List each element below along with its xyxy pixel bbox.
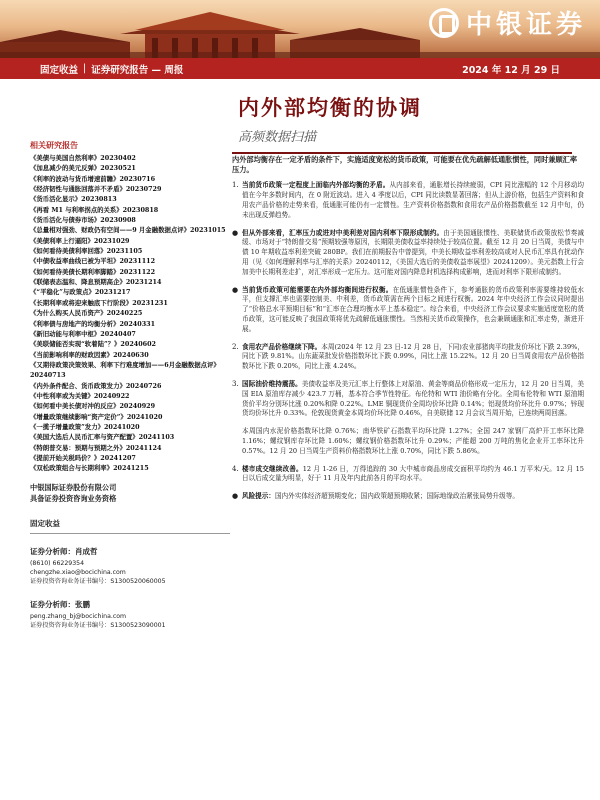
analyst-email[interactable]: peng.zhang_bj@bocichina.com [30, 612, 127, 620]
report-meta-bar [0, 58, 600, 79]
point-text: 12 月 1-26 日，万得追踪的 30 大中城市商品房成交面积平均约为 46.1 万平米/天。12 月 15 日以后成交量为明显，好于 11 月及年内此前各月的平均水平。 [242, 464, 585, 483]
related-report-item[interactable]: 《中性利率或为关键》20240922 [30, 391, 130, 400]
point-text: 美债收益率及美元汇率上行整体上对原油、黄金等商品价格形成一定压力，12 月 20 日当周，美国 EIA 原油库存减少 423.7 万桶，基本符合季节性特征。布伦特和 WTI 油价略有分化。全周布伦特和 WTI 原油期货价平均分别环比涨 0.20%和降 0.22%。LME 铜现货价全周均价环比降 0.14%；铝现货均价环比升 0.97%；锌现货均价环比升 0.33%。伦敦现货黄金本周均价环比降 0.46%，自美联储 12 月会议当周开始，已连续两周回落。 [242, 379, 584, 418]
related-report-item[interactable]: 《当前影响利率的财政因素》20240630 [30, 350, 149, 359]
title-divider [232, 152, 572, 154]
point-heading: 当前货币政策可能需要在内外部均衡间进行权衡。 [242, 285, 393, 294]
bullet-marker: 3. [232, 379, 239, 388]
report-type: 固定收益 [40, 64, 79, 76]
related-report-item[interactable]: 《新旧动能与利率中枢》20240407 [30, 329, 136, 338]
commodity-paragraph: 本周国内水泥价格指数环比降 0.76%；南华铁矿石指数平均环比降 1.27%；全国 247 家钢厂高炉开工率环比降 1.16%；螺纹钢库存环比降 1.60%；螺纹钢价格指数环比升 0.29%；产能超 200 万吨的焦化企业开工率环比升 0.57%。12 月 20 日当周生产资料价格指数环比上涨 0.70%，同比下跌 5.86%。 [242, 427, 584, 455]
bullet-marker: 1. [232, 181, 239, 190]
point-text: 从内部来看，通胀增长持续疲弱，CPI 同比涨幅的 12 个月移动均值在今年多数时间内，在 0 附近波动。进入 4 季度以后，CPI 同比读数显著回落；但从上游价格，包括生产资料和食用农产品价格的走势来看，低通胀可能仍有一定惯性。生产资料价格指数和食用农产品价格指数截至 12 月中旬，仍未出现反弹趋势。 [242, 181, 585, 219]
brand-logo [429, 4, 586, 41]
related-report-item[interactable]: 《一揽子增量政策”发力》20241020 [30, 422, 140, 431]
point-heading: 当前货币政策一定程度上面临内外部均衡的矛盾。 [242, 181, 390, 190]
related-report-item[interactable]: 《双松政策组合与长期利率》20241215 [30, 464, 149, 473]
related-report-item[interactable]: 《经济韧性与通胀回落并不矛盾》20230729 [30, 185, 162, 194]
point-heading: 食用农产品价格继续下降。 [242, 342, 322, 351]
point-text: 本周(2024 年 12 月 23 日-12 月 28 日，下同)农业部猪肉平均批发价环比下跌 2.39%，同比下跌 9.81%。山东蔬菜批发价格指数环比下跌 0.99%，同比上涨 15.22%。12 月 20 日当周食用农产品价格指数环比下跌 0.20%，同比上涨 4.24%。 [242, 342, 585, 371]
bullet-marker: ● [232, 228, 239, 237]
main-content [232, 155, 584, 510]
summary-point [232, 343, 584, 372]
point-heading: 风险提示： [242, 492, 275, 501]
related-report-item[interactable]: 《为什么购买人民币资产》20240225 [30, 309, 143, 318]
related-report-item[interactable]: 《美联储能否实现“软着陆”？》20240602 [30, 340, 157, 349]
related-report-item[interactable]: 《联储表态温和、降息预期高企》20231214 [30, 278, 162, 287]
analyst-name: 证券分析师：肖成哲 [30, 546, 98, 556]
analyst-phone: (8610) 66229354 [30, 559, 85, 567]
risk-warning [232, 492, 584, 502]
report-date: 2024 年 12 月 29 日 [462, 64, 560, 76]
header-banner [0, 0, 600, 58]
related-report-item[interactable]: 《美债利率上行逼阳》20231029 [30, 236, 130, 245]
related-report-item[interactable]: 《特朗普交易：预期与预期之外》20241124 [30, 443, 162, 452]
report-series: 证券研究报告 — 周报 [91, 64, 184, 76]
summary-point [232, 181, 584, 220]
related-report-item[interactable]: 《货币活化显示》20230813 [30, 195, 117, 204]
point-text: 由于美国通胀惯性、美联储货币政策放松节奏减缓、市场对于“特朗普交易”预期较强等原因，长期限美债收益率持续处于较高位置。截至 12 月 20 日当周，美债与中债 10 年期收益率利差突破 280BP。我们在前期报告中曾提到，中美长期收益率利差较高或对人民币汇率具有扰动作用（见《如何理解利率与汇率的关系》20240112，《美国大选后的美债收益率展望》20241209）。美元指数上行会加美中长期利差走扩，对汇率形成一定压力。这可能对国内降息时机选择构成影响，进而对利率下限形成制约。 [242, 228, 585, 276]
related-report-item[interactable]: 《内外条件配合、货币政策发力》20240726 [30, 381, 162, 390]
brand-name: 中银证券 [465, 10, 586, 40]
org-name: 中银国际证券股份有限公司 [30, 482, 117, 492]
related-report-item[interactable]: 《如何看中美长债对冲的反应》20240929 [30, 402, 156, 411]
point-heading: 国际油价维持震荡。 [242, 379, 302, 388]
report-subtitle: 高频数据扫描 [238, 130, 317, 145]
section-divider [30, 533, 230, 534]
analyst-license: 证券投资咨询业务证书编号：S1300520060005 [30, 578, 166, 586]
related-report-item[interactable]: 《加息减少的美元反弹》20230521 [30, 164, 136, 173]
bullet-marker: ● [232, 285, 239, 294]
related-report-item[interactable]: 《如何看待美债长期利率脚踏》20231122 [30, 267, 156, 276]
related-report-item[interactable]: 《中债收益率曲线已被为平坦》20231112 [30, 257, 156, 266]
related-report-item[interactable]: 《增量政策继续影响“资产定价”》20241020 [30, 412, 163, 421]
related-report-item[interactable]: 《利率债与房地产的均衡分析》20240331 [30, 319, 156, 328]
bullet-marker: ● [232, 492, 239, 501]
bullet-marker: 4. [232, 464, 239, 473]
related-report-item[interactable]: 《总量相对强劲、财政仍有空间——9 月金融数据点评》20231015 [30, 226, 226, 235]
summary-point [232, 465, 584, 485]
analyst-card [30, 599, 230, 631]
related-report-item[interactable]: 《利率的波动与货币增速前瞻》20230716 [30, 174, 156, 183]
related-report-item[interactable]: 《如何看待美债利率回落》20231105 [30, 247, 143, 256]
related-report-item[interactable]: 《美债与美国自然利率》20230402 [30, 154, 136, 162]
related-report-item[interactable]: 《长期利率或将迎来触底下行阶段》20231231 [30, 298, 168, 307]
sidebar [30, 140, 230, 630]
point-heading: 但从外部来看，汇率压力或进对中美利差对国内利率下限形成制约。 [242, 228, 444, 237]
section-label: 固定收益 [30, 518, 60, 528]
related-heading: 相关研究报告 [30, 140, 78, 150]
summary-point [232, 229, 584, 278]
point-text: 国内外实体经济超预期变化；国内政策超预期收紧；国际地缘政治紧张局势升级等。 [274, 492, 519, 501]
related-reports-list [30, 153, 230, 474]
summary-intro: 内外部均衡存在一定矛盾的条件下，实施适度宽松的货币政策，可能要在优先疏解低通胀惯性，同时兼顾汇率压力。 [232, 155, 578, 175]
point-text: 在低通胀惯性条件下，参考通胀的货币政策利率需要维持较低水平，但支撑汇率也需要控制美、中利差，货币政策需在两个目标之间进行权衡。2024 年中央经济工作会议同时提出了“价格总水平预期目标”和“汇率在合理均衡水平上基本稳定”。综合来看，中央经济工作会议要求实施适度宽松的货币政策，这可能反映了我国政策将优先疏解低通胀惯性。当然相关货币政策操作，也会兼顾通胀和汇率走势，渐进开展。 [242, 285, 585, 333]
summary-point [232, 286, 584, 335]
related-report-item[interactable]: 《美国大选后人民币汇率与资产配置》20241103 [30, 433, 175, 442]
org-qualification: 具备证券投资咨询业务资格 [30, 493, 117, 503]
related-report-item[interactable]: 《“平稳化”与政策点》20231217 [30, 288, 131, 297]
analyst-name: 证券分析师：张鹏 [30, 599, 90, 609]
analyst-card [30, 546, 230, 587]
analyst-license: 证券投资咨询业务证书编号：S1300523090001 [30, 621, 166, 629]
related-report-item[interactable]: 《提前开始关税吗价？》20241207 [30, 453, 136, 462]
boc-logo-icon [429, 8, 459, 38]
related-report-item[interactable]: 《再看 M1 与利率拐点的关系》20230818 [30, 205, 159, 214]
separator: | [83, 63, 87, 74]
analyst-email[interactable]: chengzhe.xiao@bocichina.com [30, 568, 126, 576]
point-heading: 楼市成交继续改善。 [242, 464, 303, 473]
summary-point [232, 380, 584, 419]
report-title: 内外部均衡的协调 [238, 96, 422, 120]
related-report-item[interactable]: 《货币活化与债券市场》20230908 [30, 216, 136, 225]
bullet-marker: 2. [232, 342, 239, 351]
related-report-item[interactable]: 《又期待政策决策效果、利率下行难度增加——6月金融数据点评》20240713 [30, 360, 220, 380]
